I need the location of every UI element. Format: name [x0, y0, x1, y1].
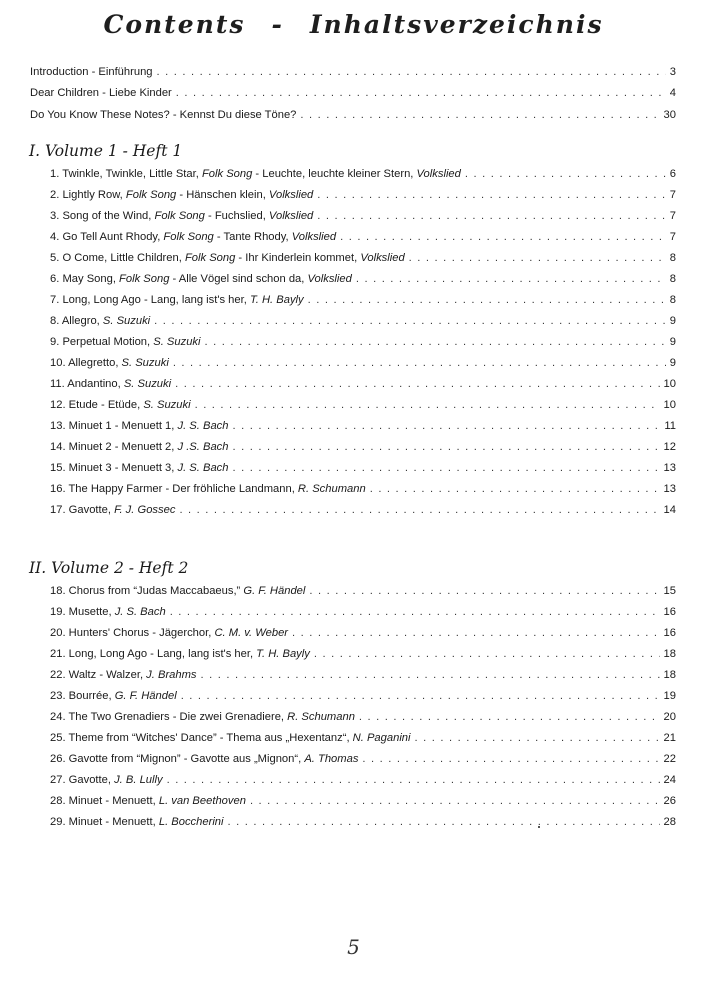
toc-entry-title: Gavotte,	[68, 504, 115, 516]
dot-leader	[250, 793, 660, 809]
toc-entry-number: 20.	[50, 627, 66, 639]
toc-entry-number: 22.	[50, 669, 66, 681]
toc-page-number: 21	[663, 732, 676, 744]
toc-entry-text	[50, 166, 461, 182]
toc-entry-number: 5.	[50, 252, 60, 264]
toc-entry-number: 6.	[50, 273, 60, 285]
toc-entry-title: Bourrée,	[68, 690, 115, 702]
toc-entry-text	[50, 229, 336, 245]
title-dash: -	[271, 10, 284, 39]
dot-leader	[175, 376, 659, 392]
toc-entry-number: 16.	[50, 483, 66, 495]
toc-row[interactable]	[50, 502, 676, 518]
dot-leader	[370, 481, 660, 497]
toc-entry-author: J .S. Bach	[177, 441, 229, 453]
toc-entry-number: 8.	[50, 315, 60, 327]
toc-entry-title-german: - Fuchslied,	[204, 210, 269, 222]
toc-row[interactable]	[50, 292, 676, 308]
toc-page-number: 9	[669, 357, 676, 369]
toc-entry-text	[50, 397, 191, 413]
toc-entry-author-german: Volkslied	[268, 210, 314, 222]
toc-entry-text	[50, 604, 166, 620]
toc-entry-number: 4.	[50, 231, 60, 243]
toc-entry-title: Gavotte,	[68, 774, 115, 786]
toc-entry-author: S. Suzuki	[143, 399, 191, 411]
toc-entry-title: Twinkle, Twinkle, Little Star,	[62, 168, 202, 180]
toc-entry-author: J. B. Lully	[114, 774, 163, 786]
toc-page-number: 12	[663, 441, 676, 453]
toc-entry-author: R. Schumann	[287, 711, 355, 723]
toc-entry-author-german: Volkslied	[291, 231, 337, 243]
toc-row[interactable]	[50, 583, 676, 599]
toc-page-number: 4	[669, 87, 676, 99]
toc-entry-text	[50, 688, 177, 704]
toc-entry-title: Go Tell Aunt Rhody,	[62, 231, 164, 243]
toc-entry-title: Minuet - Menuett,	[68, 795, 159, 807]
toc-row[interactable]	[50, 814, 676, 830]
toc-row[interactable]	[50, 376, 676, 392]
toc-entry-text	[50, 793, 246, 809]
toc-page-number: 18	[663, 669, 676, 681]
toc-entry-number: 27.	[50, 774, 66, 786]
toc-row[interactable]	[50, 187, 676, 203]
toc-entry-title: Waltz - Walzer,	[68, 669, 147, 681]
dot-leader	[181, 688, 660, 704]
toc-entry-number: 10.	[50, 357, 66, 369]
toc-page-number: 26	[663, 795, 676, 807]
dot-leader	[362, 751, 659, 767]
dot-leader	[154, 313, 666, 329]
toc-entry-title: Gavotte from “Mignon” - Gavotte aus „Mignon“,	[68, 753, 305, 765]
toc-entry-author: J. S. Bach	[177, 462, 229, 474]
toc-entry-author: T. H. Bayly	[249, 294, 304, 306]
toc-entry-text	[50, 208, 313, 224]
dot-leader	[170, 604, 660, 620]
toc-row[interactable]	[50, 208, 676, 224]
stray-mark	[538, 826, 540, 828]
toc-row[interactable]	[50, 646, 676, 662]
toc-entry-title-german: - Hänschen klein,	[176, 189, 269, 201]
toc-entry-text	[50, 625, 288, 641]
dot-leader	[340, 229, 666, 245]
toc-entry-author: G. F. Händel	[114, 690, 177, 702]
toc-entry-number: 21.	[50, 648, 66, 660]
toc-entry-author: S. Suzuki	[153, 336, 201, 348]
toc-entry-title: Allegretto,	[68, 357, 122, 369]
toc-entry-number: 28.	[50, 795, 66, 807]
toc-page-number: 22	[663, 753, 676, 765]
toc-entry-author: N. Paganini	[352, 732, 411, 744]
toc-entry-text	[50, 772, 163, 788]
toc-entry-number: 17.	[50, 504, 66, 516]
dot-leader	[205, 334, 666, 350]
toc-entry-title-german: - Alle Vögel sind schon da,	[169, 273, 308, 285]
toc-entry-number: 29.	[50, 816, 66, 828]
toc-page-number: 7	[669, 210, 676, 222]
toc-page-number: 10	[663, 378, 676, 390]
dot-leader	[308, 292, 666, 308]
title-german: Inhaltsverzeichnis	[309, 10, 604, 39]
toc-row[interactable]	[50, 439, 676, 455]
toc-row[interactable]	[50, 688, 676, 704]
toc-entry-author-german: Volkslied	[416, 168, 461, 180]
dot-leader	[309, 583, 659, 599]
toc-row[interactable]	[50, 625, 676, 641]
toc-page-number: 9	[669, 315, 676, 327]
toc-entry-text	[50, 481, 366, 497]
toc-entry-number: 3.	[50, 210, 60, 222]
toc-entry-text	[50, 292, 304, 308]
toc-row-know-notes[interactable]	[30, 107, 676, 123]
toc-entry-text	[50, 502, 175, 518]
dot-leader	[167, 772, 660, 788]
dot-leader	[359, 709, 660, 725]
dot-leader	[233, 439, 660, 455]
toc-entry-number: 23.	[50, 690, 66, 702]
volume-2-heading: II. Volume 2 - Heft 2	[29, 559, 189, 577]
toc-page-number: 11	[664, 420, 676, 432]
toc-entry-author: Folk Song	[154, 210, 205, 222]
dot-leader	[415, 730, 660, 746]
dot-leader	[356, 271, 666, 287]
toc-page-number: 16	[663, 627, 676, 639]
toc-entry-author: F. J. Gossec	[114, 504, 176, 516]
title-english: Contents	[103, 10, 246, 39]
toc-entry-number: 13.	[50, 420, 66, 432]
toc-row[interactable]	[50, 271, 676, 287]
toc-entry-text	[50, 313, 150, 329]
toc-page-number: 24	[663, 774, 676, 786]
toc-entry-title: Lightly Row,	[62, 189, 126, 201]
toc-entry-number: 7.	[50, 294, 60, 306]
toc-entry-author: S. Suzuki	[123, 378, 172, 390]
toc-entry-title: Long, Long Ago - Lang, lang ist's her,	[62, 294, 250, 306]
toc-entry-author: R. Schumann	[297, 483, 366, 495]
toc-entry-number: 15.	[50, 462, 66, 474]
toc-entry-title: Minuet - Menuett,	[68, 816, 159, 828]
dot-leader	[228, 814, 660, 830]
toc-row[interactable]	[50, 334, 676, 350]
dot-leader	[314, 646, 660, 662]
toc-entry-title: Etude - Etüde,	[68, 399, 144, 411]
toc-row[interactable]	[50, 418, 676, 434]
toc-entry-title-german: - Leuchte, leuchte kleiner Stern,	[252, 168, 417, 180]
toc-entry-title: Perpetual Motion,	[62, 336, 154, 348]
toc-entry-text	[50, 250, 405, 266]
toc-entry-title: Musette,	[68, 606, 115, 618]
dot-leader	[179, 502, 659, 518]
toc-entry-text	[50, 376, 171, 392]
toc-entry-author: Folk Song	[184, 252, 236, 264]
toc-entry-number: 1.	[50, 168, 60, 180]
dot-leader	[195, 397, 660, 413]
toc-entry-text	[50, 814, 224, 830]
toc-row[interactable]	[50, 250, 676, 266]
toc-entry-number: 12.	[50, 399, 66, 411]
toc-page-number: 9	[669, 336, 676, 348]
toc-entry-author-german: Volkslied	[307, 273, 352, 285]
volume-1-heading: I. Volume 1 - Heft 1	[29, 142, 183, 160]
toc-entry-title: Long, Long Ago - Lang, lang ist's her,	[68, 648, 257, 660]
toc-entry-title: Andantino,	[67, 378, 124, 390]
toc-entry-author-german: Volkslied	[268, 189, 314, 201]
toc-entry-number: 26.	[50, 753, 66, 765]
toc-page-number: 18	[663, 648, 676, 660]
toc-entry-author: S. Suzuki	[102, 315, 151, 327]
toc-entry-number: 11.	[50, 378, 65, 390]
dot-leader	[300, 107, 659, 123]
toc-row-dear-children[interactable]	[30, 85, 676, 101]
toc-row[interactable]	[50, 166, 676, 182]
toc-entry-number: 9.	[50, 336, 60, 348]
toc-page-number: 16	[663, 606, 676, 618]
toc-entry-text	[50, 460, 229, 476]
toc-row[interactable]	[50, 793, 676, 809]
toc-entry-number: 18.	[50, 585, 66, 597]
toc-page-number: 15	[663, 585, 676, 597]
toc-page-number: 14	[663, 504, 676, 516]
toc-page-number: 8	[669, 252, 676, 264]
toc-entry-text	[50, 751, 358, 767]
toc-entry-author: T. H. Bayly	[256, 648, 310, 660]
toc-row[interactable]	[50, 604, 676, 620]
toc-row-intro[interactable]	[30, 64, 676, 80]
toc-page-number: 3	[669, 66, 676, 78]
toc-page-number: 10	[663, 399, 676, 411]
toc-entry-number: 2.	[50, 189, 60, 201]
toc-entry-text	[50, 709, 355, 725]
toc-page-number: 19	[663, 690, 676, 702]
toc-entry-author: A. Thomas	[304, 753, 359, 765]
dot-leader	[292, 625, 660, 641]
dot-leader	[233, 418, 661, 434]
toc-entry-title: The Two Grenadiers - Die zwei Grenadiere,	[68, 711, 288, 723]
toc-entry-title: Chorus from “Judas Maccabaeus,”	[68, 585, 244, 597]
toc-entry-title: Minuet 2 - Menuett 2,	[68, 441, 178, 453]
dot-leader	[157, 64, 666, 80]
toc-page-number: 28	[663, 816, 676, 828]
toc-entry-text	[50, 439, 229, 455]
toc-entry-text	[50, 187, 313, 203]
toc-entry-author: L. Boccherini	[158, 816, 224, 828]
toc-page-number: 6	[669, 168, 676, 180]
toc-entry-text	[50, 646, 310, 662]
dot-leader	[409, 250, 666, 266]
toc-entry-number: 19.	[50, 606, 66, 618]
toc-row[interactable]	[50, 355, 676, 371]
toc-entry-title: May Song,	[62, 273, 120, 285]
toc-entry-text	[50, 418, 229, 434]
toc-page-number: 13	[663, 462, 676, 474]
toc-entry-author: Folk Song	[125, 189, 177, 201]
toc-row[interactable]	[50, 460, 676, 476]
toc-entry-title: The Happy Farmer - Der fröhliche Landmann,	[68, 483, 298, 495]
toc-entry-author: S. Suzuki	[121, 357, 169, 369]
page-title	[0, 10, 707, 39]
dot-leader	[176, 85, 666, 101]
dot-leader	[173, 355, 666, 371]
toc-entry-text: Dear Children - Liebe Kinder	[30, 87, 172, 99]
toc-entry-text	[50, 583, 305, 599]
page-number: 5	[347, 935, 360, 959]
toc-entry-author: J. S. Bach	[177, 420, 229, 432]
toc-row[interactable]	[50, 772, 676, 788]
toc-page-number: 20	[663, 711, 676, 723]
toc-row[interactable]	[50, 709, 676, 725]
toc-entry-number: 24.	[50, 711, 66, 723]
toc-row[interactable]	[50, 667, 676, 683]
toc-entry-text: Do You Know These Notes? - Kennst Du diese Töne?	[30, 109, 297, 121]
dot-leader	[317, 208, 665, 224]
dot-leader	[233, 460, 660, 476]
toc-entry-author-german: Volkslied	[360, 252, 405, 264]
toc-entry-text	[50, 271, 352, 287]
toc-entry-author: C. M. v. Weber	[214, 627, 289, 639]
toc-entry-number: 25.	[50, 732, 66, 744]
toc-entry-author: L. van Beethoven	[158, 795, 246, 807]
toc-entry-title-german: - Ihr Kinderlein kommet,	[235, 252, 361, 264]
toc-page-number: 8	[669, 294, 676, 306]
toc-entry-title: Minuet 3 - Menuett 3,	[68, 462, 178, 474]
toc-row[interactable]	[50, 481, 676, 497]
toc-row[interactable]	[50, 751, 676, 767]
toc-page-number: 7	[669, 231, 676, 243]
toc-entry-text	[50, 355, 169, 371]
toc-entry-author: J. S. Bach	[114, 606, 166, 618]
dot-leader	[465, 166, 666, 182]
toc-entry-title: Allegro,	[61, 315, 103, 327]
toc-page-number: 8	[669, 273, 676, 285]
toc-row[interactable]	[50, 397, 676, 413]
toc-entry-title: O Come, Little Children,	[62, 252, 185, 264]
toc-entry-author: Folk Song	[119, 273, 170, 285]
toc-entry-text	[50, 334, 201, 350]
toc-entry-title-german: - Tante Rhody,	[213, 231, 292, 243]
toc-entry-author: J. Brahms	[146, 669, 197, 681]
toc-entry-text	[50, 667, 197, 683]
toc-entry-title: Hunters' Chorus - Jägerchor,	[68, 627, 215, 639]
toc-row[interactable]	[50, 229, 676, 245]
toc-page-number: 7	[669, 189, 676, 201]
toc-entry-text: Introduction - Einführung	[30, 66, 153, 78]
toc-entry-author: G. F. Händel	[243, 585, 306, 597]
toc-entry-title: Song of the Wind,	[62, 210, 155, 222]
toc-entry-title: Minuet 1 - Menuett 1,	[68, 420, 178, 432]
dot-leader	[201, 667, 660, 683]
toc-row[interactable]	[50, 313, 676, 329]
toc-entry-author: Folk Song	[163, 231, 214, 243]
toc-page-number: 30	[663, 109, 676, 121]
toc-entry-text	[50, 730, 411, 746]
toc-entry-author: Folk Song	[201, 168, 253, 180]
toc-row[interactable]	[50, 730, 676, 746]
toc-page-number: 13	[663, 483, 676, 495]
dot-leader	[317, 187, 665, 203]
toc-entry-title: Theme from “Witches' Dance” - Thema aus „Hexentanz“,	[68, 732, 353, 744]
toc-entry-number: 14.	[50, 441, 66, 453]
